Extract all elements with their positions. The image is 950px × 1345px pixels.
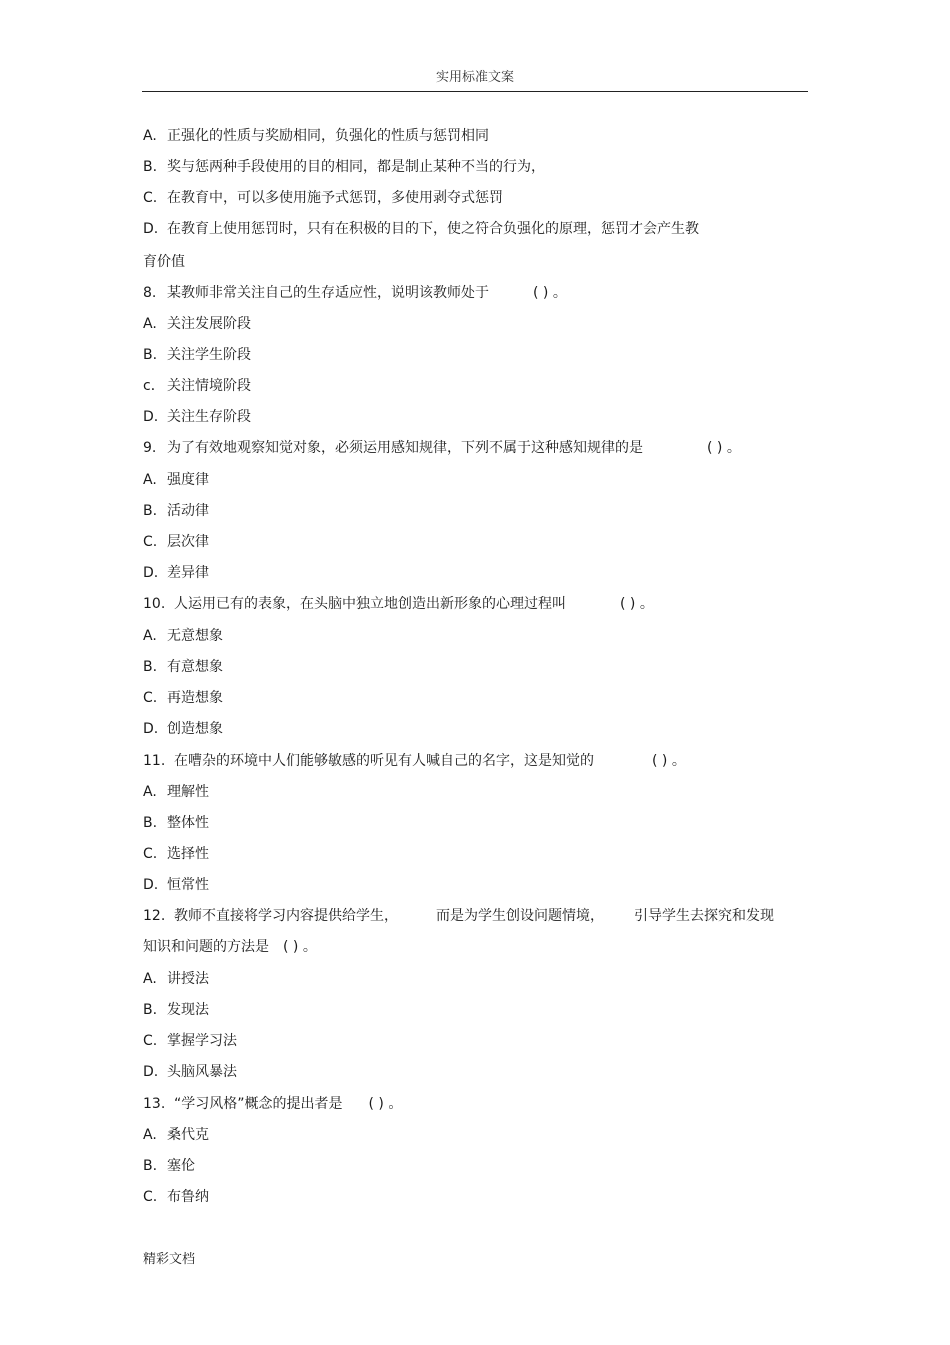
q10-option-b: B. 有意想象 — [143, 659, 223, 675]
q9-blank: ( ) 。 — [707, 440, 741, 456]
q13-blank: ( ) 。 — [368, 1096, 403, 1112]
q7-option-d-continuation: 育价值 — [143, 254, 185, 270]
q9-option-b: B. 活动律 — [143, 503, 209, 519]
q11-option-c: C. 选择性 — [143, 846, 209, 862]
q8-option-a: A. 关注发展阶段 — [143, 316, 251, 332]
q12-option-a: A. 讲授法 — [143, 971, 209, 987]
q12-stem-continuation: 知识和问题的方法是 ( ) 。 — [143, 939, 317, 955]
q8-blank: ( ) 。 — [533, 285, 567, 301]
q11-option-d: D. 恒常性 — [143, 877, 209, 893]
q7-option-d: D. 在教育上使用惩罚时，只有在积极的目的下，使之符合负强化的原理，惩罚才会产生教 — [143, 221, 699, 237]
q10-option-d: D. 创造想象 — [143, 721, 223, 737]
q13-stem: 13. “学习风格”概念的提出者是 ( ) 。 — [143, 1096, 403, 1112]
q13-option-a: A. 桑代克 — [143, 1127, 209, 1143]
q10-blank: ( ) 。 — [620, 596, 654, 612]
q8-option-d: D. 关注生存阶段 — [143, 409, 251, 425]
header-rule — [142, 91, 808, 92]
q12-stem: 12. 教师不直接将学习内容提供给学生， 而是为学生创设问题情境， 引导学生去探究和发现 — [143, 908, 774, 924]
q7-option-c: C. 在教育中，可以多使用施予式惩罚，多使用剥夺式惩罚 — [143, 190, 503, 206]
q7-option-b: B. 奖与惩两种手段使用的目的相同，都是制止某种不当的行为， — [143, 159, 545, 175]
q12-option-c: C. 掌握学习法 — [143, 1033, 237, 1049]
q11-blank: ( ) 。 — [652, 753, 686, 769]
q10-stem: 10. 人运用已有的表象，在头脑中独立地创造出新形象的心理过程叫 ( ) 。 — [143, 596, 654, 612]
q9-option-a: A. 强度律 — [143, 472, 209, 488]
page-footer: 精彩文档 — [143, 1252, 196, 1267]
q11-option-b: B. 整体性 — [143, 815, 209, 831]
q12-option-b: B. 发现法 — [143, 1002, 209, 1018]
page-header: 实用标准文案 — [435, 70, 514, 85]
q8-option-c: c． 关注情境阶段 — [143, 378, 251, 394]
q11-stem: 11. 在嘈杂的环境中人们能够敏感的听见有人喊自己的名字，这是知觉的 ( ) 。 — [143, 753, 686, 769]
q8-option-b: B. 关注学生阶段 — [143, 347, 251, 363]
q8-stem: 8. 某教师非常关注自己的生存适应性，说明该教师处于 ( ) 。 — [143, 285, 567, 301]
q10-option-a: A. 无意想象 — [143, 628, 223, 644]
q9-stem: 9. 为了有效地观察知觉对象，必须运用感知规律，下列不属于这种感知规律的是 ( ) 。 — [143, 440, 741, 456]
q12-blank: ( ) 。 — [283, 939, 317, 955]
q7-option-a: A. 正强化的性质与奖励相同，负强化的性质与惩罚相同 — [143, 128, 489, 144]
q12-option-d: D. 头脑风暴法 — [143, 1064, 237, 1080]
q13-option-b: B. 塞伦 — [143, 1158, 195, 1174]
q11-option-a: A. 理解性 — [143, 784, 209, 800]
q9-option-d: D. 差异律 — [143, 565, 209, 581]
q9-option-c: C. 层次律 — [143, 534, 209, 550]
q10-option-c: C. 再造想象 — [143, 690, 223, 706]
q13-option-c: C. 布鲁纳 — [143, 1189, 209, 1205]
